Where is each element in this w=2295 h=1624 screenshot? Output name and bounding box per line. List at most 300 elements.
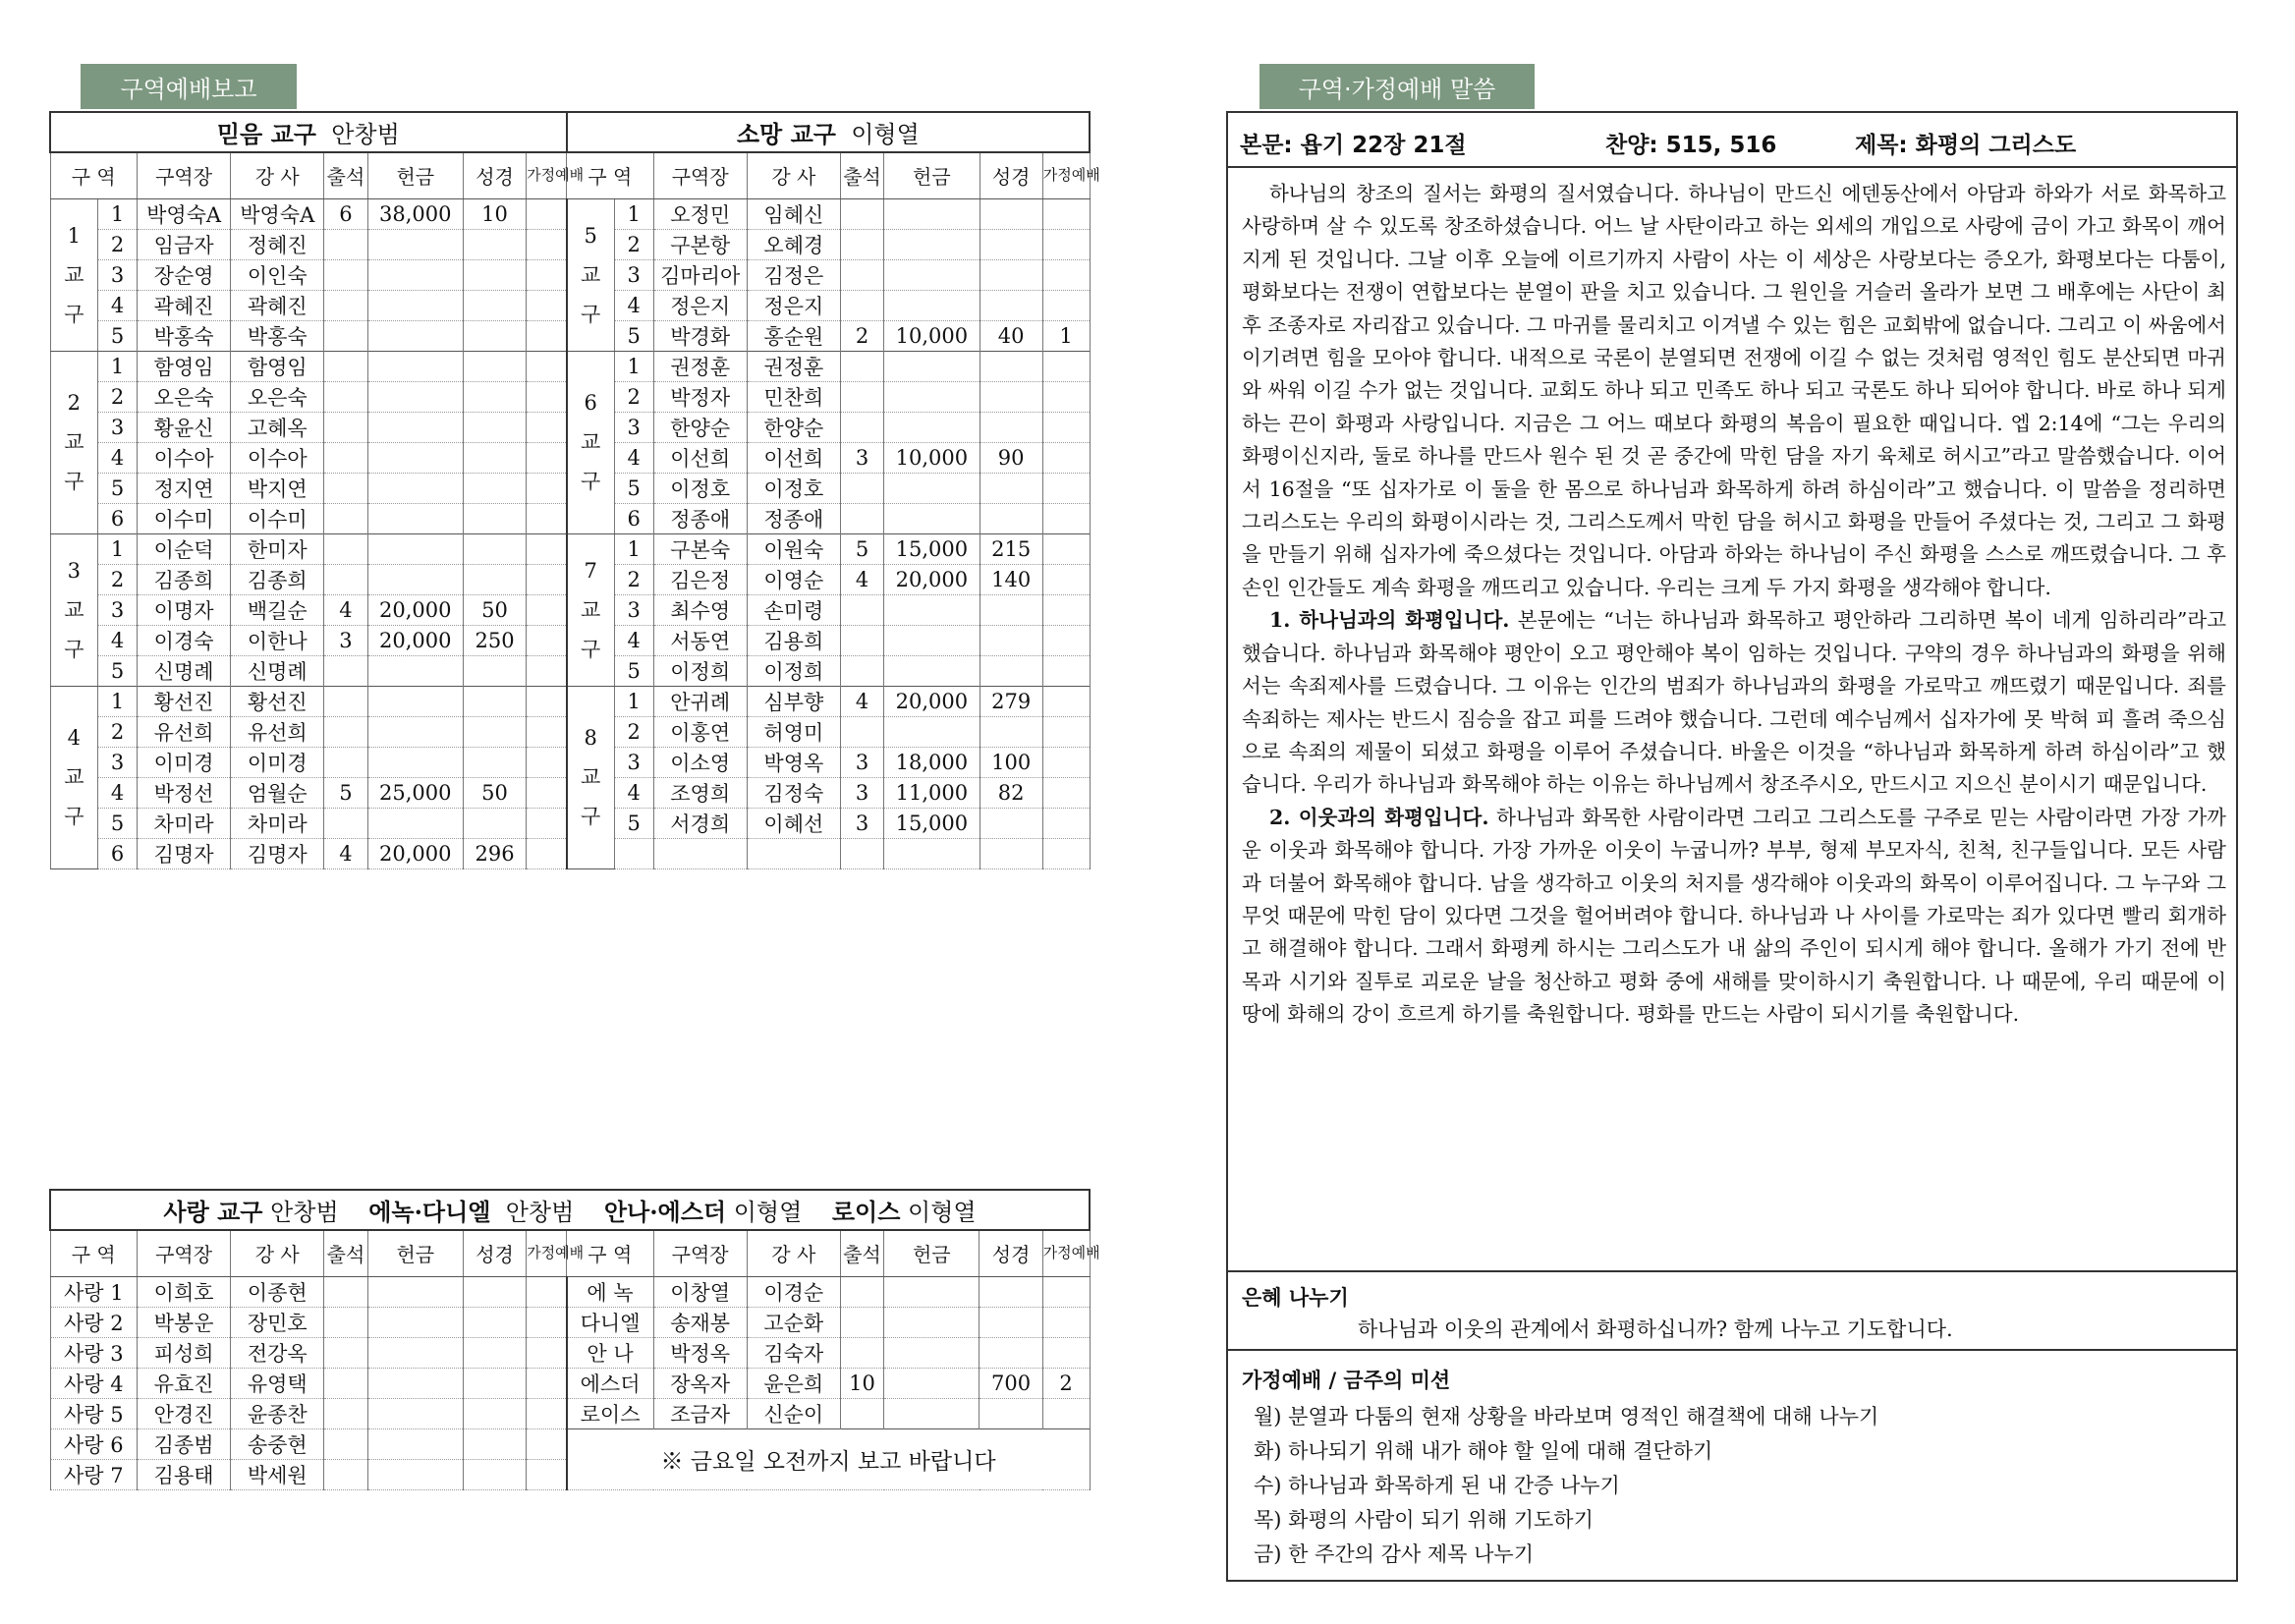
bible-cell	[463, 412, 526, 442]
attendance-cell	[840, 594, 883, 625]
home-worship-cell	[527, 625, 567, 655]
leader-cell: 구본항	[653, 229, 747, 259]
leader-cell: 이순덕	[138, 533, 231, 564]
header-attendance: 출석	[324, 152, 367, 198]
sub-district-cell: 3	[98, 594, 138, 625]
sub-district-cell: 3	[98, 412, 138, 442]
sub-district-cell: 5	[614, 320, 653, 351]
leader-cell: 구본숙	[653, 533, 747, 564]
home-worship-cell	[1042, 381, 1090, 412]
table-row	[50, 351, 1090, 381]
home-worship-cell	[527, 473, 567, 503]
attendance-cell: 5	[324, 777, 367, 808]
bible-cell: 10	[463, 198, 526, 229]
sub-district-cell: 2	[98, 564, 138, 594]
home-worship-cell	[527, 1428, 567, 1459]
speaker-cell: 오혜경	[747, 229, 840, 259]
attendance-cell	[840, 838, 883, 868]
home-worship-cell	[527, 808, 567, 838]
district-cell: 사랑 5	[50, 1398, 138, 1428]
header-leader: 구역장	[653, 152, 747, 198]
sub-district-cell: 5	[98, 808, 138, 838]
home-worship-cell	[1042, 625, 1090, 655]
attendance-cell	[840, 351, 883, 381]
speaker-cell: 박세원	[231, 1459, 324, 1489]
header-home-worship: 가정예배	[1042, 152, 1090, 198]
leader-cell: 곽혜진	[138, 290, 231, 320]
attendance-cell: 3	[840, 442, 883, 473]
leader-cell: 박정선	[138, 777, 231, 808]
speaker-cell: 한미자	[231, 533, 324, 564]
attendance-cell: 3	[840, 808, 883, 838]
attendance-cell	[840, 716, 883, 747]
leader-cell: 김은정	[653, 564, 747, 594]
leader-cell: 이정호	[653, 473, 747, 503]
speaker-cell: 한양순	[747, 412, 840, 442]
speaker-cell: 정종애	[747, 503, 840, 533]
sub-district-cell: 4	[614, 290, 653, 320]
attendance-cell: 4	[840, 564, 883, 594]
table-header-row: 구 역 구역장 강 사 출석 헌금 성경 가정예배 구 역 구역장 강 사 출석 헌금 성경 가정예배	[50, 1230, 1090, 1276]
leader-cell: 황선진	[138, 686, 231, 716]
offering-cell	[884, 412, 980, 442]
home-worship-cell	[527, 290, 567, 320]
offering-cell	[367, 259, 463, 290]
header-offering: 헌금	[884, 152, 980, 198]
sub-district-cell: 1	[98, 533, 138, 564]
bible-cell: 700	[980, 1368, 1042, 1398]
sub-district-cell: 5	[614, 473, 653, 503]
bible-cell: 215	[980, 533, 1042, 564]
sub-district-cell: 6	[98, 838, 138, 868]
offering-cell: 20,000	[367, 838, 463, 868]
bible-cell	[980, 594, 1042, 625]
bible-cell	[463, 351, 526, 381]
attendance-cell	[324, 564, 367, 594]
bible-cell	[980, 1307, 1042, 1337]
attendance-cell	[840, 229, 883, 259]
offering-cell	[367, 655, 463, 686]
offering-cell	[884, 290, 980, 320]
home-worship-cell	[527, 533, 567, 564]
table-row	[50, 198, 1090, 229]
offering-cell: 15,000	[884, 808, 980, 838]
attendance-cell	[840, 655, 883, 686]
header-attendance: 출석	[840, 152, 883, 198]
report-deadline-note: ※ 금요일 오전까지 보고 바랍니다	[567, 1428, 1090, 1489]
attendance-cell	[324, 442, 367, 473]
offering-cell	[367, 716, 463, 747]
bible-cell	[980, 1276, 1042, 1307]
leader-cell: 김명자	[138, 838, 231, 868]
header-bible: 성경	[463, 152, 526, 198]
bible-cell	[980, 198, 1042, 229]
leader-cell: 박정옥	[653, 1337, 747, 1368]
leader-cell: 정종애	[653, 503, 747, 533]
home-worship-cell	[1042, 686, 1090, 716]
district-group-label: 6 교 구	[567, 351, 615, 533]
sub-district-cell: 4	[98, 290, 138, 320]
leader-cell: 최수영	[653, 594, 747, 625]
leader-cell: 조금자	[653, 1398, 747, 1428]
offering-cell	[884, 594, 980, 625]
attendance-cell: 4	[324, 594, 367, 625]
district-group-label: 3 교 구	[50, 533, 98, 686]
offering-cell	[884, 503, 980, 533]
bible-cell	[463, 503, 526, 533]
bible-cell	[980, 716, 1042, 747]
bible-cell	[980, 351, 1042, 381]
sermon-body	[1242, 178, 2226, 1032]
sermon-box	[1226, 111, 2238, 1582]
home-worship-cell	[527, 198, 567, 229]
leader-cell: 이선희	[653, 442, 747, 473]
speaker-cell: 이미경	[231, 747, 324, 777]
bible-cell	[463, 564, 526, 594]
speaker-cell: 박홍숙	[231, 320, 324, 351]
sub-district-cell: 1	[98, 686, 138, 716]
other-districts-title: 사랑 교구 안창범 에녹·다니엘 안창범 안나·에스더 이형열 로이스 이형열	[50, 1190, 1090, 1230]
speaker-cell: 곽혜진	[231, 290, 324, 320]
grace-sharing-text: 하나님과 이웃의 관계에서 화평하십니까? 함께 나누고 기도합니다.	[1358, 1317, 1953, 1341]
offering-cell	[884, 351, 980, 381]
mission-item: 목) 화평의 사람이 되기 위해 기도하기	[1254, 1508, 1594, 1532]
attendance-cell	[324, 1398, 367, 1428]
attendance-cell	[840, 198, 883, 229]
attendance-cell	[324, 351, 367, 381]
bible-cell	[463, 716, 526, 747]
leader-cell: 오은숙	[138, 381, 231, 412]
leader-cell: 정지연	[138, 473, 231, 503]
leader-cell: 임금자	[138, 229, 231, 259]
attendance-cell	[324, 716, 367, 747]
bible-cell	[980, 290, 1042, 320]
bible-cell	[463, 229, 526, 259]
leader-cell: 김용태	[138, 1459, 231, 1489]
speaker-cell: 김정숙	[747, 777, 840, 808]
header-speaker: 강 사	[231, 152, 324, 198]
attendance-cell	[840, 259, 883, 290]
offering-cell	[884, 655, 980, 686]
speaker-cell: 윤은희	[747, 1368, 840, 1398]
leader-cell: 한양순	[653, 412, 747, 442]
home-worship-cell	[527, 1398, 567, 1428]
bible-cell: 50	[463, 594, 526, 625]
attendance-cell	[840, 1276, 883, 1307]
attendance-cell	[840, 290, 883, 320]
home-worship-cell	[527, 381, 567, 412]
home-worship-cell	[527, 412, 567, 442]
district-cell: 사랑 4	[50, 1368, 138, 1398]
offering-cell	[884, 198, 980, 229]
hymn-numbers: 찬양: 515, 516	[1605, 133, 1777, 158]
district-cell: 사랑 3	[50, 1337, 138, 1368]
offering-cell	[367, 1368, 463, 1398]
home-worship-cell	[1042, 777, 1090, 808]
district-cell: 사랑 1	[50, 1276, 138, 1307]
attendance-cell	[840, 381, 883, 412]
bible-cell	[463, 1398, 526, 1428]
leader-cell: 피성희	[138, 1337, 231, 1368]
bible-cell	[980, 412, 1042, 442]
speaker-cell: 임혜신	[747, 198, 840, 229]
home-worship-cell	[1042, 412, 1090, 442]
offering-cell: 38,000	[367, 198, 463, 229]
district-group-label: 7 교 구	[567, 533, 615, 686]
district-cell: 사랑 6	[50, 1428, 138, 1459]
speaker-cell: 윤종찬	[231, 1398, 324, 1428]
attendance-cell	[324, 686, 367, 716]
table-row	[50, 1398, 1090, 1428]
bible-cell	[463, 381, 526, 412]
speaker-cell: 엄월순	[231, 777, 324, 808]
sub-district-cell: 2	[614, 564, 653, 594]
leader-cell: 이희호	[138, 1276, 231, 1307]
sub-district-cell: 5	[98, 320, 138, 351]
speaker-cell: 박지연	[231, 473, 324, 503]
offering-cell	[367, 229, 463, 259]
attendance-cell	[324, 503, 367, 533]
home-worship-cell	[527, 655, 567, 686]
bible-cell: 90	[980, 442, 1042, 473]
offering-cell: 10,000	[884, 320, 980, 351]
attendance-cell	[324, 747, 367, 777]
sub-district-cell: 6	[614, 503, 653, 533]
home-worship-cell	[1042, 564, 1090, 594]
offering-cell	[367, 808, 463, 838]
attendance-cell: 10	[840, 1368, 883, 1398]
sub-district-cell: 5	[98, 655, 138, 686]
speaker-cell: 이원숙	[747, 533, 840, 564]
mission-title: 가정예배 / 금주의 미션	[1242, 1369, 1451, 1392]
offering-cell	[884, 381, 980, 412]
home-worship-cell	[1042, 442, 1090, 473]
bible-cell	[463, 442, 526, 473]
bible-cell	[980, 655, 1042, 686]
leader-cell: 권정훈	[653, 351, 747, 381]
bible-cell: 82	[980, 777, 1042, 808]
leader-cell: 김종희	[138, 564, 231, 594]
bible-cell: 140	[980, 564, 1042, 594]
district-group-label: 4 교 구	[50, 686, 98, 868]
attendance-cell: 6	[324, 198, 367, 229]
offering-cell	[884, 259, 980, 290]
header-offering: 헌금	[367, 152, 463, 198]
home-worship-cell	[527, 503, 567, 533]
home-worship-cell	[1042, 1337, 1090, 1368]
attendance-cell: 2	[840, 320, 883, 351]
speaker-cell: 정은지	[747, 290, 840, 320]
home-worship-cell	[527, 351, 567, 381]
district-group-label: 5 교 구	[567, 198, 615, 351]
leader-cell: 장옥자	[653, 1368, 747, 1398]
attendance-cell: 4	[324, 838, 367, 868]
offering-cell	[367, 1276, 463, 1307]
attendance-cell: 3	[840, 747, 883, 777]
offering-cell	[367, 747, 463, 777]
attendance-cell	[324, 412, 367, 442]
district-report-table-top	[49, 111, 1100, 869]
home-worship-cell	[527, 594, 567, 625]
attendance-cell	[324, 1337, 367, 1368]
sub-district-cell: 2	[614, 229, 653, 259]
bible-cell	[463, 747, 526, 777]
leader-cell: 이소영	[653, 747, 747, 777]
offering-cell	[367, 533, 463, 564]
sub-district-cell	[614, 838, 653, 868]
offering-cell	[884, 1307, 980, 1337]
sub-district-cell: 2	[98, 716, 138, 747]
speaker-cell: 권정훈	[747, 351, 840, 381]
leader-cell: 오정민	[653, 198, 747, 229]
offering-cell	[367, 1398, 463, 1428]
sub-district-cell: 2	[98, 381, 138, 412]
offering-cell	[884, 838, 980, 868]
home-worship-cell	[1042, 503, 1090, 533]
sub-district-cell: 1	[614, 198, 653, 229]
table-header-row	[50, 152, 1090, 198]
home-worship-cell	[527, 229, 567, 259]
sermon-title: 제목: 화평의 그리스도	[1855, 133, 2077, 158]
district-group-label: 8 교 구	[567, 686, 615, 868]
leader-cell: 신명례	[138, 655, 231, 686]
mission-item: 수) 하나님과 화목하게 된 내 간증 나누기	[1254, 1474, 1620, 1497]
offering-cell	[367, 1337, 463, 1368]
offering-cell	[367, 564, 463, 594]
speaker-cell: 심부향	[747, 686, 840, 716]
bible-cell: 250	[463, 625, 526, 655]
offering-cell	[367, 686, 463, 716]
bible-cell	[463, 1428, 526, 1459]
scripture-reference: 본문: 욥기 22장 21절	[1240, 133, 1467, 158]
attendance-cell	[324, 1368, 367, 1398]
bible-cell	[980, 473, 1042, 503]
sub-district-cell: 3	[98, 747, 138, 777]
sub-district-cell: 4	[614, 777, 653, 808]
attendance-cell	[324, 229, 367, 259]
bible-cell: 40	[980, 320, 1042, 351]
speaker-cell: 송중현	[231, 1428, 324, 1459]
leader-cell: 김종범	[138, 1428, 231, 1459]
bible-cell	[463, 1337, 526, 1368]
district-cell: 안 나	[567, 1337, 654, 1368]
home-worship-cell	[527, 442, 567, 473]
home-worship-cell	[1042, 716, 1090, 747]
district-cell: 에스더	[567, 1368, 654, 1398]
hope-district-title: 소망 교구 이형열	[567, 112, 1090, 152]
district-cell: 사랑 7	[50, 1459, 138, 1489]
leader-cell: 박정자	[653, 381, 747, 412]
offering-cell: 20,000	[884, 686, 980, 716]
sub-district-cell: 4	[614, 625, 653, 655]
header-speaker: 강 사	[747, 152, 840, 198]
offering-cell	[367, 503, 463, 533]
bible-cell	[463, 686, 526, 716]
leader-cell: 안귀례	[653, 686, 747, 716]
attendance-cell	[840, 412, 883, 442]
offering-cell	[367, 320, 463, 351]
bible-cell: 279	[980, 686, 1042, 716]
offering-cell	[367, 473, 463, 503]
offering-cell	[367, 1307, 463, 1337]
home-worship-cell: 1	[1042, 320, 1090, 351]
mission-list	[1254, 1400, 1878, 1572]
sub-district-cell: 5	[98, 473, 138, 503]
offering-cell	[367, 381, 463, 412]
bible-cell	[980, 625, 1042, 655]
speaker-cell: 차미라	[231, 808, 324, 838]
leader-cell: 조영희	[653, 777, 747, 808]
leader-cell: 장순영	[138, 259, 231, 290]
table-row	[50, 533, 1090, 564]
bible-cell	[980, 808, 1042, 838]
report-section-label: 구역예배보고	[81, 64, 297, 109]
leader-cell: 서동연	[653, 625, 747, 655]
leader-cell: 정은지	[653, 290, 747, 320]
offering-cell	[884, 229, 980, 259]
sub-district-cell: 2	[614, 716, 653, 747]
leader-cell: 서경희	[653, 808, 747, 838]
sub-district-cell: 2	[614, 381, 653, 412]
home-worship-cell: 2	[1042, 1368, 1090, 1398]
bible-cell	[463, 1307, 526, 1337]
speaker-cell: 김정은	[747, 259, 840, 290]
speaker-cell: 이경순	[747, 1276, 840, 1307]
leader-cell: 박홍숙	[138, 320, 231, 351]
speaker-cell: 전강옥	[231, 1337, 324, 1368]
home-worship-cell	[1042, 747, 1090, 777]
sub-district-cell: 3	[614, 259, 653, 290]
attendance-cell	[840, 1398, 883, 1428]
home-worship-cell	[527, 320, 567, 351]
attendance-cell	[324, 533, 367, 564]
table-row	[50, 1307, 1090, 1337]
speaker-cell: 유영택	[231, 1368, 324, 1398]
attendance-cell	[324, 655, 367, 686]
offering-cell	[367, 290, 463, 320]
sermon-section-label: 구역·가정예배 말씀	[1259, 64, 1535, 109]
leader-cell: 김마리아	[653, 259, 747, 290]
home-worship-cell	[527, 259, 567, 290]
home-worship-cell	[527, 747, 567, 777]
leader-cell: 이창열	[653, 1276, 747, 1307]
district-report-table-bottom	[49, 1189, 1100, 1490]
attendance-cell	[840, 625, 883, 655]
bible-cell	[463, 533, 526, 564]
speaker-cell: 이인숙	[231, 259, 324, 290]
mission-item: 월) 분열과 다툼의 현재 상황을 바라보며 영적인 해결책에 대해 나누기	[1254, 1405, 1879, 1428]
district-cell: 다니엘	[567, 1307, 654, 1337]
attendance-cell	[324, 320, 367, 351]
offering-cell	[884, 1337, 980, 1368]
bible-cell	[463, 473, 526, 503]
attendance-cell	[324, 381, 367, 412]
header-bible: 성경	[980, 152, 1042, 198]
header-home-worship: 가정예배	[527, 152, 567, 198]
home-worship-cell	[1042, 533, 1090, 564]
offering-cell	[367, 442, 463, 473]
speaker-cell: 김명자	[231, 838, 324, 868]
leader-cell: 이미경	[138, 747, 231, 777]
speaker-cell: 박영숙A	[231, 198, 324, 229]
attendance-cell	[324, 1459, 367, 1489]
attendance-cell: 5	[840, 533, 883, 564]
offering-cell: 20,000	[367, 625, 463, 655]
bible-cell: 50	[463, 777, 526, 808]
home-worship-cell	[1042, 198, 1090, 229]
attendance-cell	[840, 503, 883, 533]
sub-district-cell: 3	[614, 594, 653, 625]
